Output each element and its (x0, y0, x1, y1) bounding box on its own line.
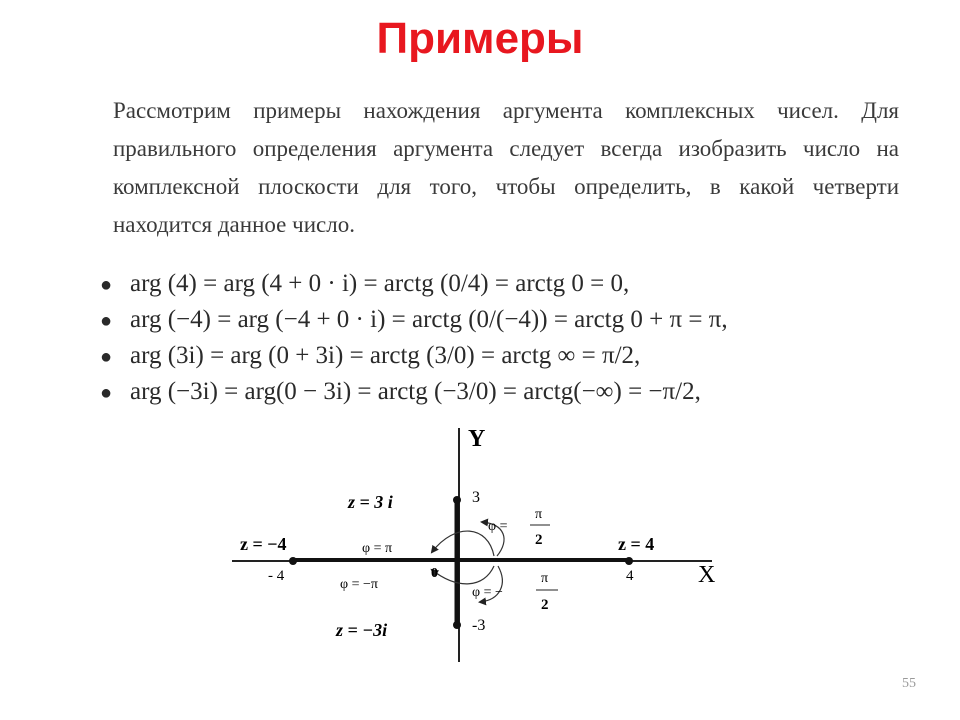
bullet-icon: ● (100, 274, 113, 296)
phi-half-pi-prefix: φ = (488, 519, 508, 534)
page-number: 55 (902, 676, 916, 691)
y-axis-label: Y (468, 426, 486, 452)
formula-arg-4: arg (4) = arg (4 + 0 · i) = arctg (0/4) = arctg 0 = 0, (130, 270, 630, 297)
phi-minus-half-pi-denominator: 2 (541, 597, 549, 613)
label-z-minus-3i: z = −3i (336, 620, 388, 640)
point-z-minus-4 (289, 557, 297, 565)
tick-pos-x: 4 (626, 568, 634, 584)
point-z-3i (453, 496, 461, 504)
bullet-icon: ● (100, 346, 113, 368)
label-phi-minus-pi: φ = −π (340, 577, 378, 592)
point-z-4 (625, 557, 633, 565)
label-z-minus-4: z = −4 (240, 534, 287, 554)
point-z-minus-3i (453, 621, 461, 629)
bullet-icon: ● (100, 382, 113, 404)
phi-half-pi-denominator: 2 (535, 532, 543, 548)
tick-pos-y: 3 (472, 489, 480, 506)
formula-arg-minus-3i: arg (−3i) = arg(0 − 3i) = arctg (−3/0) = arctg(−∞) = −π/2, (130, 378, 701, 405)
arc-pi (432, 531, 494, 556)
tick-neg-x: - 4 (268, 568, 285, 584)
x-axis-label: X (698, 562, 716, 588)
phi-half-pi-numerator: π (535, 507, 543, 522)
intro-paragraph: Рассмотрим примеры нахождения аргумента комплексных чисел. Для правильного определения аргумента следует всегда изобразить число на комплексной плоскости для того, чтобы определить, в какой четверти находится данное число. (113, 98, 899, 237)
formula-arg-minus-4: arg (−4) = arg (−4 + 0 · i) = arctg (0/(−4)) = arctg 0 + π = π, (130, 306, 728, 333)
tick-neg-y: -3 (472, 617, 486, 634)
slide-title: Примеры (376, 14, 584, 63)
label-z-3i: z = 3 i (348, 492, 393, 512)
origin-label: 0 (431, 566, 438, 581)
label-z-4: z = 4 (618, 534, 655, 554)
label-phi-half-pi (488, 507, 550, 548)
label-phi-pi: φ = π (362, 541, 393, 556)
arc-minus-pi (432, 566, 494, 584)
bullet-icon: ● (100, 310, 113, 332)
formula-arg-3i: arg (3i) = arg (0 + 3i) = arctg (3/0) = arctg ∞ = π/2, (130, 342, 641, 369)
phi-minus-half-pi-numerator: π (541, 571, 549, 586)
phi-minus-half-pi-prefix: φ = − (472, 585, 503, 600)
